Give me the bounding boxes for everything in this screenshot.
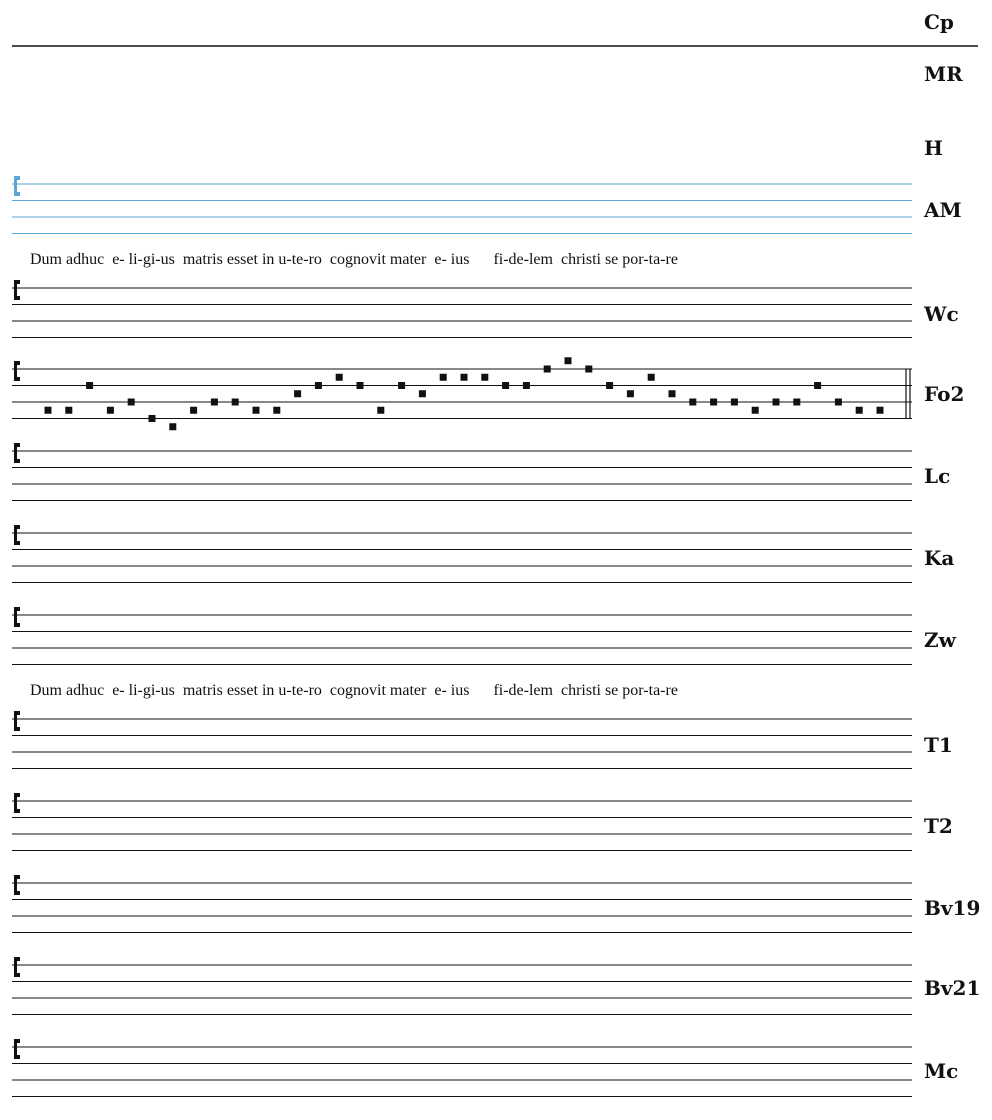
- neume-note: [689, 399, 696, 406]
- staff-Lc: [12, 443, 912, 501]
- siglum-T1: T1: [924, 733, 953, 757]
- neume-note: [773, 399, 780, 406]
- neume-note: [669, 390, 676, 397]
- neume-note: [294, 390, 301, 397]
- neume-note: [856, 407, 863, 414]
- siglum-Wc: Wc: [924, 302, 959, 326]
- siglum-MR: MR: [924, 62, 963, 86]
- c-clef-icon: [14, 607, 20, 627]
- neume-note: [232, 399, 239, 406]
- neume-note: [107, 407, 114, 414]
- siglum-Zw: Zw: [924, 628, 956, 652]
- c-clef-icon: [14, 711, 20, 731]
- staff-Bv19: [12, 875, 912, 933]
- neume-note: [502, 382, 509, 389]
- c-clef-icon: [14, 280, 20, 300]
- neume-note: [65, 407, 72, 414]
- staff-Fo2: [12, 361, 912, 419]
- neume-note: [606, 382, 613, 389]
- c-clef-icon: [14, 1039, 20, 1059]
- neume-note: [752, 407, 759, 414]
- siglum-Fo2: Fo2: [924, 382, 965, 406]
- neume-note: [169, 423, 176, 430]
- neume-note: [877, 407, 884, 414]
- neume-note: [585, 366, 592, 373]
- staff-T2: [12, 793, 912, 851]
- siglum-H: H: [924, 136, 943, 160]
- c-clef-icon: [14, 361, 20, 381]
- neume-note: [793, 399, 800, 406]
- siglum-Bv19: Bv19: [924, 896, 981, 920]
- neume-note: [814, 382, 821, 389]
- neume-note: [731, 399, 738, 406]
- neume-note: [544, 366, 551, 373]
- staff-Zw: [12, 607, 912, 665]
- c-clef-icon: [14, 793, 20, 813]
- c-clef-icon: [14, 957, 20, 977]
- c-clef-icon: [14, 525, 20, 545]
- neume-note: [710, 399, 717, 406]
- c-clef-icon: [14, 176, 20, 196]
- neume-note: [419, 390, 426, 397]
- neume-note: [128, 399, 135, 406]
- lyrics-line-2: Dum adhuc e- li-gi-us matris esset in u-te-ro cognovit mater e- ius fi-de-lem christi se por-ta-re: [30, 682, 678, 699]
- neume-note: [149, 415, 156, 422]
- c-clef-icon: [14, 875, 20, 895]
- neume-note: [190, 407, 197, 414]
- siglum-AM: AM: [924, 198, 962, 222]
- neume-note: [398, 382, 405, 389]
- neume-note: [835, 399, 842, 406]
- neume-note: [481, 374, 488, 381]
- staff-AM: [12, 176, 912, 234]
- staff-T1: [12, 711, 912, 769]
- staff-Mc: [12, 1039, 912, 1097]
- lyrics-line-1: Dum adhuc e- li-gi-us matris esset in u-te-ro cognovit mater e- ius fi-de-lem christi se por-ta-re: [30, 251, 678, 268]
- siglum-Lc: Lc: [924, 464, 951, 488]
- staves-group: [12, 176, 912, 1097]
- staff-Ka: [12, 525, 912, 583]
- neume-note: [461, 374, 468, 381]
- fo2-neumes: [45, 357, 884, 430]
- neume-note: [523, 382, 530, 389]
- neume-note: [211, 399, 218, 406]
- neume-note: [273, 407, 280, 414]
- neume-note: [377, 407, 384, 414]
- neume-note: [627, 390, 634, 397]
- c-clef-icon: [14, 443, 20, 463]
- neume-note: [253, 407, 260, 414]
- neume-note: [440, 374, 447, 381]
- staff-Wc: [12, 280, 912, 338]
- neume-note: [315, 382, 322, 389]
- siglum-Mc: Mc: [924, 1059, 959, 1083]
- neume-note: [648, 374, 655, 381]
- neume-note: [336, 374, 343, 381]
- siglum-Ka: Ka: [924, 546, 955, 570]
- neume-note: [565, 357, 572, 364]
- siglum-Cp: Cp: [924, 10, 954, 34]
- neume-note: [86, 382, 93, 389]
- siglum-T2: T2: [924, 814, 953, 838]
- neume-note: [45, 407, 52, 414]
- staff-Bv21: [12, 957, 912, 1015]
- siglum-Bv21: Bv21: [924, 976, 981, 1000]
- neume-note: [357, 382, 364, 389]
